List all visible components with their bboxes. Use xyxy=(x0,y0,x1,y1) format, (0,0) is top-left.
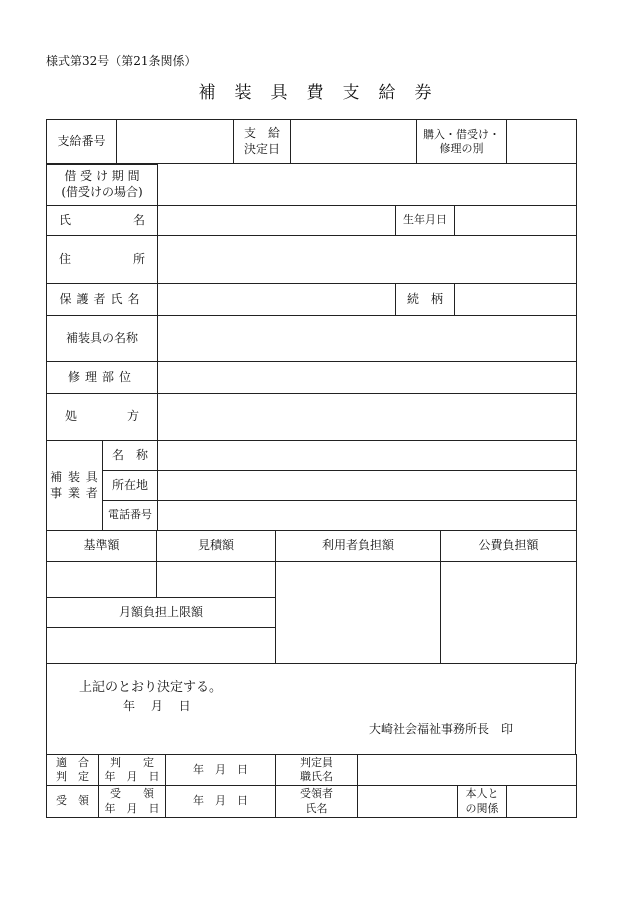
jigyosha-shozaichi-label: 所在地 xyxy=(103,471,158,501)
hantei-date-label: 判 定 年 月 日 xyxy=(99,755,166,786)
decision-date: 年 月 日 xyxy=(123,698,197,713)
shoho-label: 処 方 xyxy=(47,394,158,441)
kijungaku-label: 基準額 xyxy=(47,531,157,562)
hanteiin-label: 判定員 職氏名 xyxy=(276,755,358,786)
shoho-field[interactable] xyxy=(158,394,577,441)
betsu-label: 購入・借受け・ 修理の別 xyxy=(417,120,507,165)
hogosha-field[interactable] xyxy=(158,284,396,316)
hantei-date-field[interactable]: 年 月 日 xyxy=(166,755,276,786)
jigyosha-meisho-label: 名 称 xyxy=(103,441,158,471)
footer-table xyxy=(46,754,577,818)
shimei-label: 氏 名 xyxy=(47,206,158,236)
tekigo-label: 適 合 判 定 xyxy=(47,755,99,786)
hanteiin-field[interactable] xyxy=(358,755,577,786)
juryosha-field[interactable] xyxy=(358,786,458,818)
jigyosha-denwa-field[interactable] xyxy=(158,501,577,531)
mitsumori-field[interactable] xyxy=(157,562,276,598)
juryo-label: 受 領 xyxy=(47,786,99,818)
shikyu-bango-label: 支給番号 xyxy=(47,120,117,165)
seinengappi-field[interactable] xyxy=(455,206,577,236)
seinengappi-label: 生年月日 xyxy=(396,206,455,236)
riyosha-futan-label: 利用者負担額 xyxy=(276,531,441,562)
kariuke-field[interactable] xyxy=(158,164,577,206)
form-code: 様式第32号（第21条関係） xyxy=(46,54,197,68)
jusho-label: 住 所 xyxy=(47,236,158,284)
shuri-bui-field[interactable] xyxy=(158,362,577,394)
personal-info-table xyxy=(46,163,577,531)
meisho-label: 補装具の名称 xyxy=(47,316,158,362)
jusho-field[interactable] xyxy=(158,236,577,284)
riyosha-futan-field[interactable] xyxy=(276,562,441,664)
kohi-futan-label: 公費負担額 xyxy=(441,531,577,562)
amounts-table xyxy=(46,530,577,664)
hogosha-label: 保護者氏名 xyxy=(47,284,158,316)
decision-note xyxy=(47,664,576,755)
kankei-field[interactable] xyxy=(507,786,577,818)
kijungaku-field[interactable] xyxy=(47,562,157,598)
meisho-field[interactable] xyxy=(158,316,577,362)
shikyu-kettei-label: 支 給 決定日 xyxy=(234,120,291,165)
mitsumori-label: 見積額 xyxy=(157,531,276,562)
betsu-field[interactable] xyxy=(507,120,577,165)
zokugara-label: 続 柄 xyxy=(396,284,455,316)
issuer-name: 大崎社会福祉事務所長 印 xyxy=(368,722,513,737)
kohi-futan-field[interactable] xyxy=(441,562,577,664)
zokugara-field[interactable] xyxy=(455,284,577,316)
shimei-field[interactable] xyxy=(158,206,396,236)
getsugaku-label: 月額負担上限額 xyxy=(47,598,276,628)
decision-text: 上記のとおり決定する。 xyxy=(79,680,223,695)
juryo-date-field[interactable]: 年 月 日 xyxy=(166,786,276,818)
jigyosha-label: 補 装 具 事 業 者 xyxy=(47,441,103,531)
kariuke-label: 借 受 け 期 間 (借受けの場合) xyxy=(47,164,158,206)
decision-table xyxy=(46,663,576,755)
jigyosha-denwa-label: 電話番号 xyxy=(103,501,158,531)
shikyu-bango-field[interactable] xyxy=(117,120,234,165)
jigyosha-meisho-field[interactable] xyxy=(158,441,577,471)
juryo-date-label: 受 領 年 月 日 xyxy=(99,786,166,818)
document-title: 補装具費支給券 xyxy=(198,83,451,103)
jigyosha-shozaichi-field[interactable] xyxy=(158,471,577,501)
getsugaku-field[interactable] xyxy=(47,628,276,664)
main-form-table xyxy=(46,119,577,165)
shikyu-kettei-field[interactable] xyxy=(291,120,417,165)
kankei-label: 本人と の関係 xyxy=(458,786,507,818)
shuri-bui-label: 修理部位 xyxy=(47,362,158,394)
juryosha-label: 受領者 氏名 xyxy=(276,786,358,818)
